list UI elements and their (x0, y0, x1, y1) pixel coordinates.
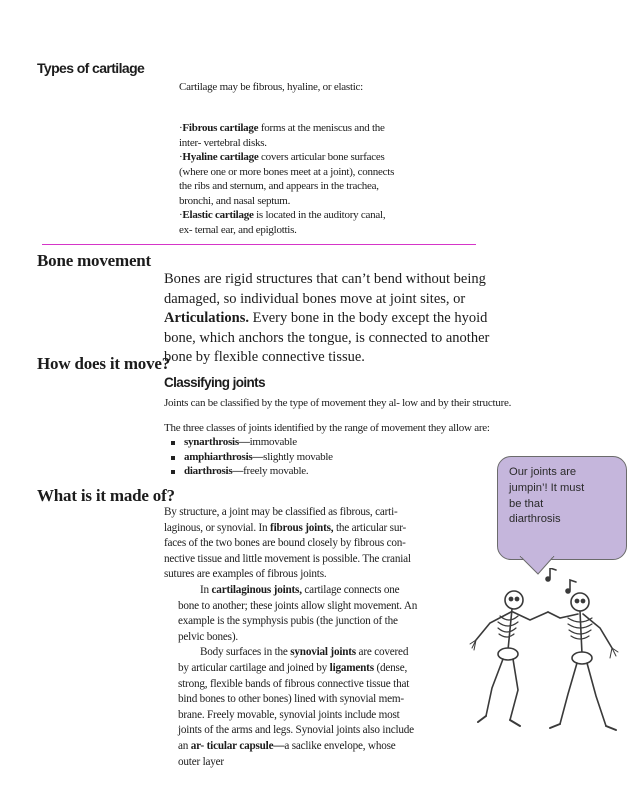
bone-paragraph: Bones are rigid structures that can’t bend without being damaged, so individual bones move at joint sites, or Articulations. Every bone in the body except the hyoid bone, which anchors the tongue, is connected to another bone by flexible connective tissue. (164, 271, 490, 365)
types-intro: Cartilage may be fibrous, hyaline, or elastic: (179, 81, 363, 93)
classes-paragraph: The three classes of joints identified by the range of movement they allow are: (164, 422, 490, 434)
types-heading: Types of cartilage (37, 60, 145, 76)
list-item: amphiarthrosis—slightly movable (168, 450, 333, 465)
music-note-icon (566, 580, 576, 593)
list-item: synarthrosis—immovable (168, 435, 333, 450)
cartilage-item-fibrous: ·Fibrous cartilage forms at the meniscus and the inter- vertebral disks. (179, 122, 385, 149)
cartilage-item-elastic: ·Elastic cartilage is located in the auditory canal, ex- ternal ear, and epiglottis. (179, 209, 386, 236)
term-elastic: Elastic cartilage (182, 209, 254, 221)
bone-heading: Bone movement (37, 251, 152, 270)
bubble-text: Our joints are jumpin’! It must be that diarthrosis (509, 466, 585, 526)
move-heading: How does it move? (37, 354, 171, 373)
music-note-icon (546, 568, 556, 581)
cartilage-item-hyaline: ·Hyaline cartilage covers articular bone surfaces (where one or more bones meet at a joint), connects the ribs and sternum, and appears in the trachea, bronchi, and nasal septum. (179, 151, 395, 207)
section-divider (42, 244, 476, 245)
classify-paragraph: Joints can be classified by the type of movement they al- low and by their structure. (164, 397, 512, 409)
term-fibrous: Fibrous cartilage (182, 122, 259, 134)
made-paragraph: By structure, a joint may be classified as fibrous, carti- laginous, or synovial. In fibrous joints, the articular sur- faces of the two bones are bound closely by fibrous con- nective tissue and little movement is possible. The cranial sutures are examples of fibrous joints. In cartilaginous joints, cartilage connects one bone to another; these joints allow slight movement. An example is the symphysis pubis (the junction of the pelvic bones). Body surfaces in the synovial joints are covered by articular cartilage and joined by ligaments (dense, strong, flexible bands of fibrous connective tissue that bind bones to other bones) lined with synovial mem- brane. Freely movable, synovial joints include most joints of the arms and legs. Synovial joints also include an ar- ticular capsule—a saclike envelope, whose outer layer (164, 506, 418, 768)
cartilage-list (179, 121, 479, 237)
term-articulations: Articulations. (164, 310, 249, 326)
joint-classes-list (168, 435, 333, 479)
dancing-skeletons-illustration (462, 568, 632, 768)
term-hyaline: Hyaline cartilage (182, 151, 259, 163)
classifying-subheading: Classifying joints (164, 375, 265, 390)
list-item: diarthrosis—freely movable. (168, 464, 333, 479)
speech-bubble (497, 456, 627, 560)
made-heading: What is it made of? (37, 486, 175, 505)
